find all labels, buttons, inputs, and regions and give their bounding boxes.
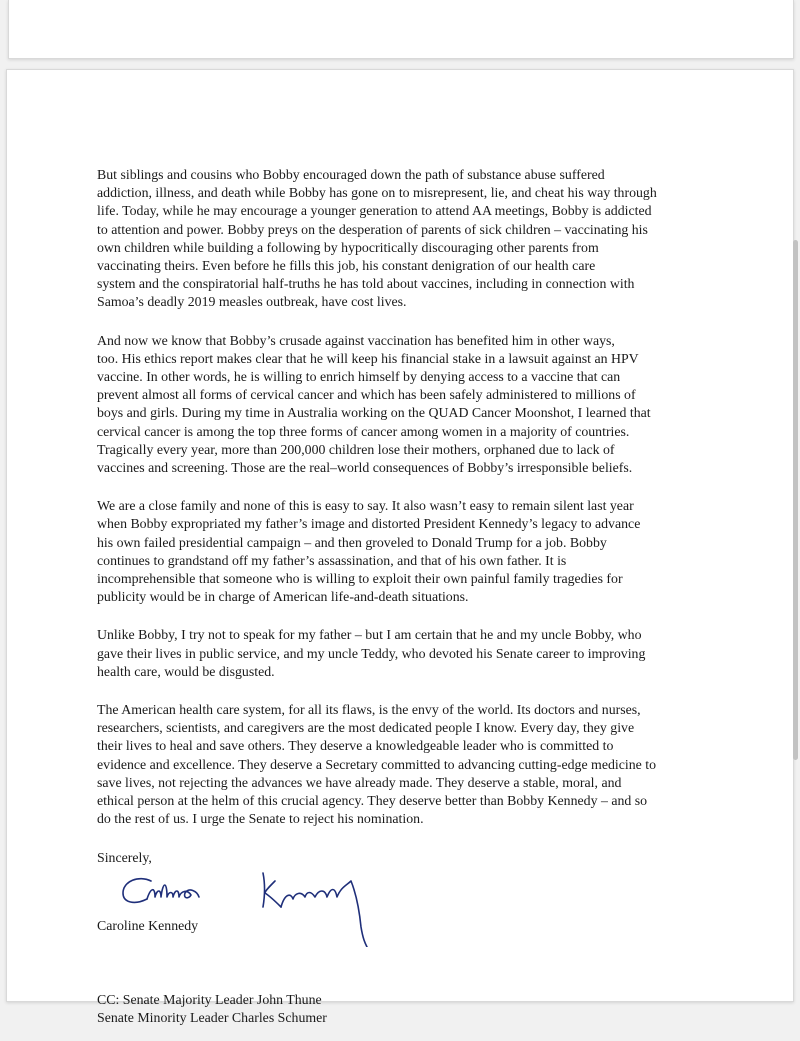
handwritten-signature <box>115 867 415 947</box>
closing: Sincerely, <box>97 849 152 865</box>
signer-name: Caroline Kennedy <box>97 917 199 933</box>
cc-recipients: CC: Senate Majority Leader John Thune Senate Minority Leader Charles Schumer <box>97 991 327 1026</box>
previous-page <box>8 0 794 59</box>
paragraph-2: And now we know that Bobby’s crusade against vaccination has benefited him in other ways, too. His ethics report makes clear that he will keep his financial stake in a lawsuit against an HPV vaccine. In other words, he is willing to enrich himself by denying access to a vaccine that can prevent almost all forms of cervical cancer and which has been safely administered to millions of boys and girls. During my time in Australia working on the QUAD Cancer Moonshot, I learned that cervical cancer is among the top three forms of cancer among women in a majority of countries. Tragically every year, more than 200,000 children lose their mothers, orphaned due to lack of vaccines and screening. Those are the real–world consequences of Bobby’s irresponsible beliefs. <box>97 332 651 476</box>
paragraph-4: Unlike Bobby, I try not to speak for my father – but I am certain that he and my uncle Bobby, who gave their lives in public service, and my uncle Teddy, who devoted his Senate career to improving health care, would be disgusted. <box>97 627 646 679</box>
scrollbar[interactable] <box>793 240 798 760</box>
paragraph-5: The American health care system, for all its flaws, is the envy of the world. Its doctors and nurses, researchers, scientists, and caregivers are the most dedicated people I know. Every day, they give their lives to heal and save others. They deserve a knowledgeable leader who is committed to evidence and excellence. They deserve a Secretary committed to advancing cutting-edge medicine to save lives, not rejecting the advances we have already made. They deserve a stable, moral, and ethical person at the helm of this crucial agency. They deserve better than Bobby Kennedy – and so do the rest of us. I urge the Senate to reject his nomination. <box>97 702 657 827</box>
paragraph-3: We are a close family and none of this is easy to say. It also wasn’t easy to remain silent last year when Bobby expropriated my father’s image and distorted President Kennedy’s legacy to advance his own failed presidential campaign – and then groveled to Donald Trump for a job. Bobby continues to grandstand off my father’s assassination, and that of his own father. It is incomprehensible that someone who is willing to exploit their own painful family tragedies for publicity would be in charge of American life-and-death situations. <box>97 498 641 605</box>
letter-body <box>97 166 737 1041</box>
paragraph-1: But siblings and cousins who Bobby encouraged down the path of substance abuse suffered addiction, illness, and death while Bobby has gone on to misrepresent, lie, and cheat his way through life. Today, while he may encourage a younger generation to attend AA meetings, Bobby is addicted to attention and power. Bobby preys on the desperation of parents of sick children – vaccinating his own children while building a following by hypocritically discouraging other parents from vaccinating theirs. Even before he fills this job, his constant denigration of our health care system and the conspiratorial half-truths he has told about vaccines, including in connection with Samoa’s deadly 2019 measles outbreak, have cost lives. <box>97 167 657 310</box>
signature-area <box>97 873 737 917</box>
